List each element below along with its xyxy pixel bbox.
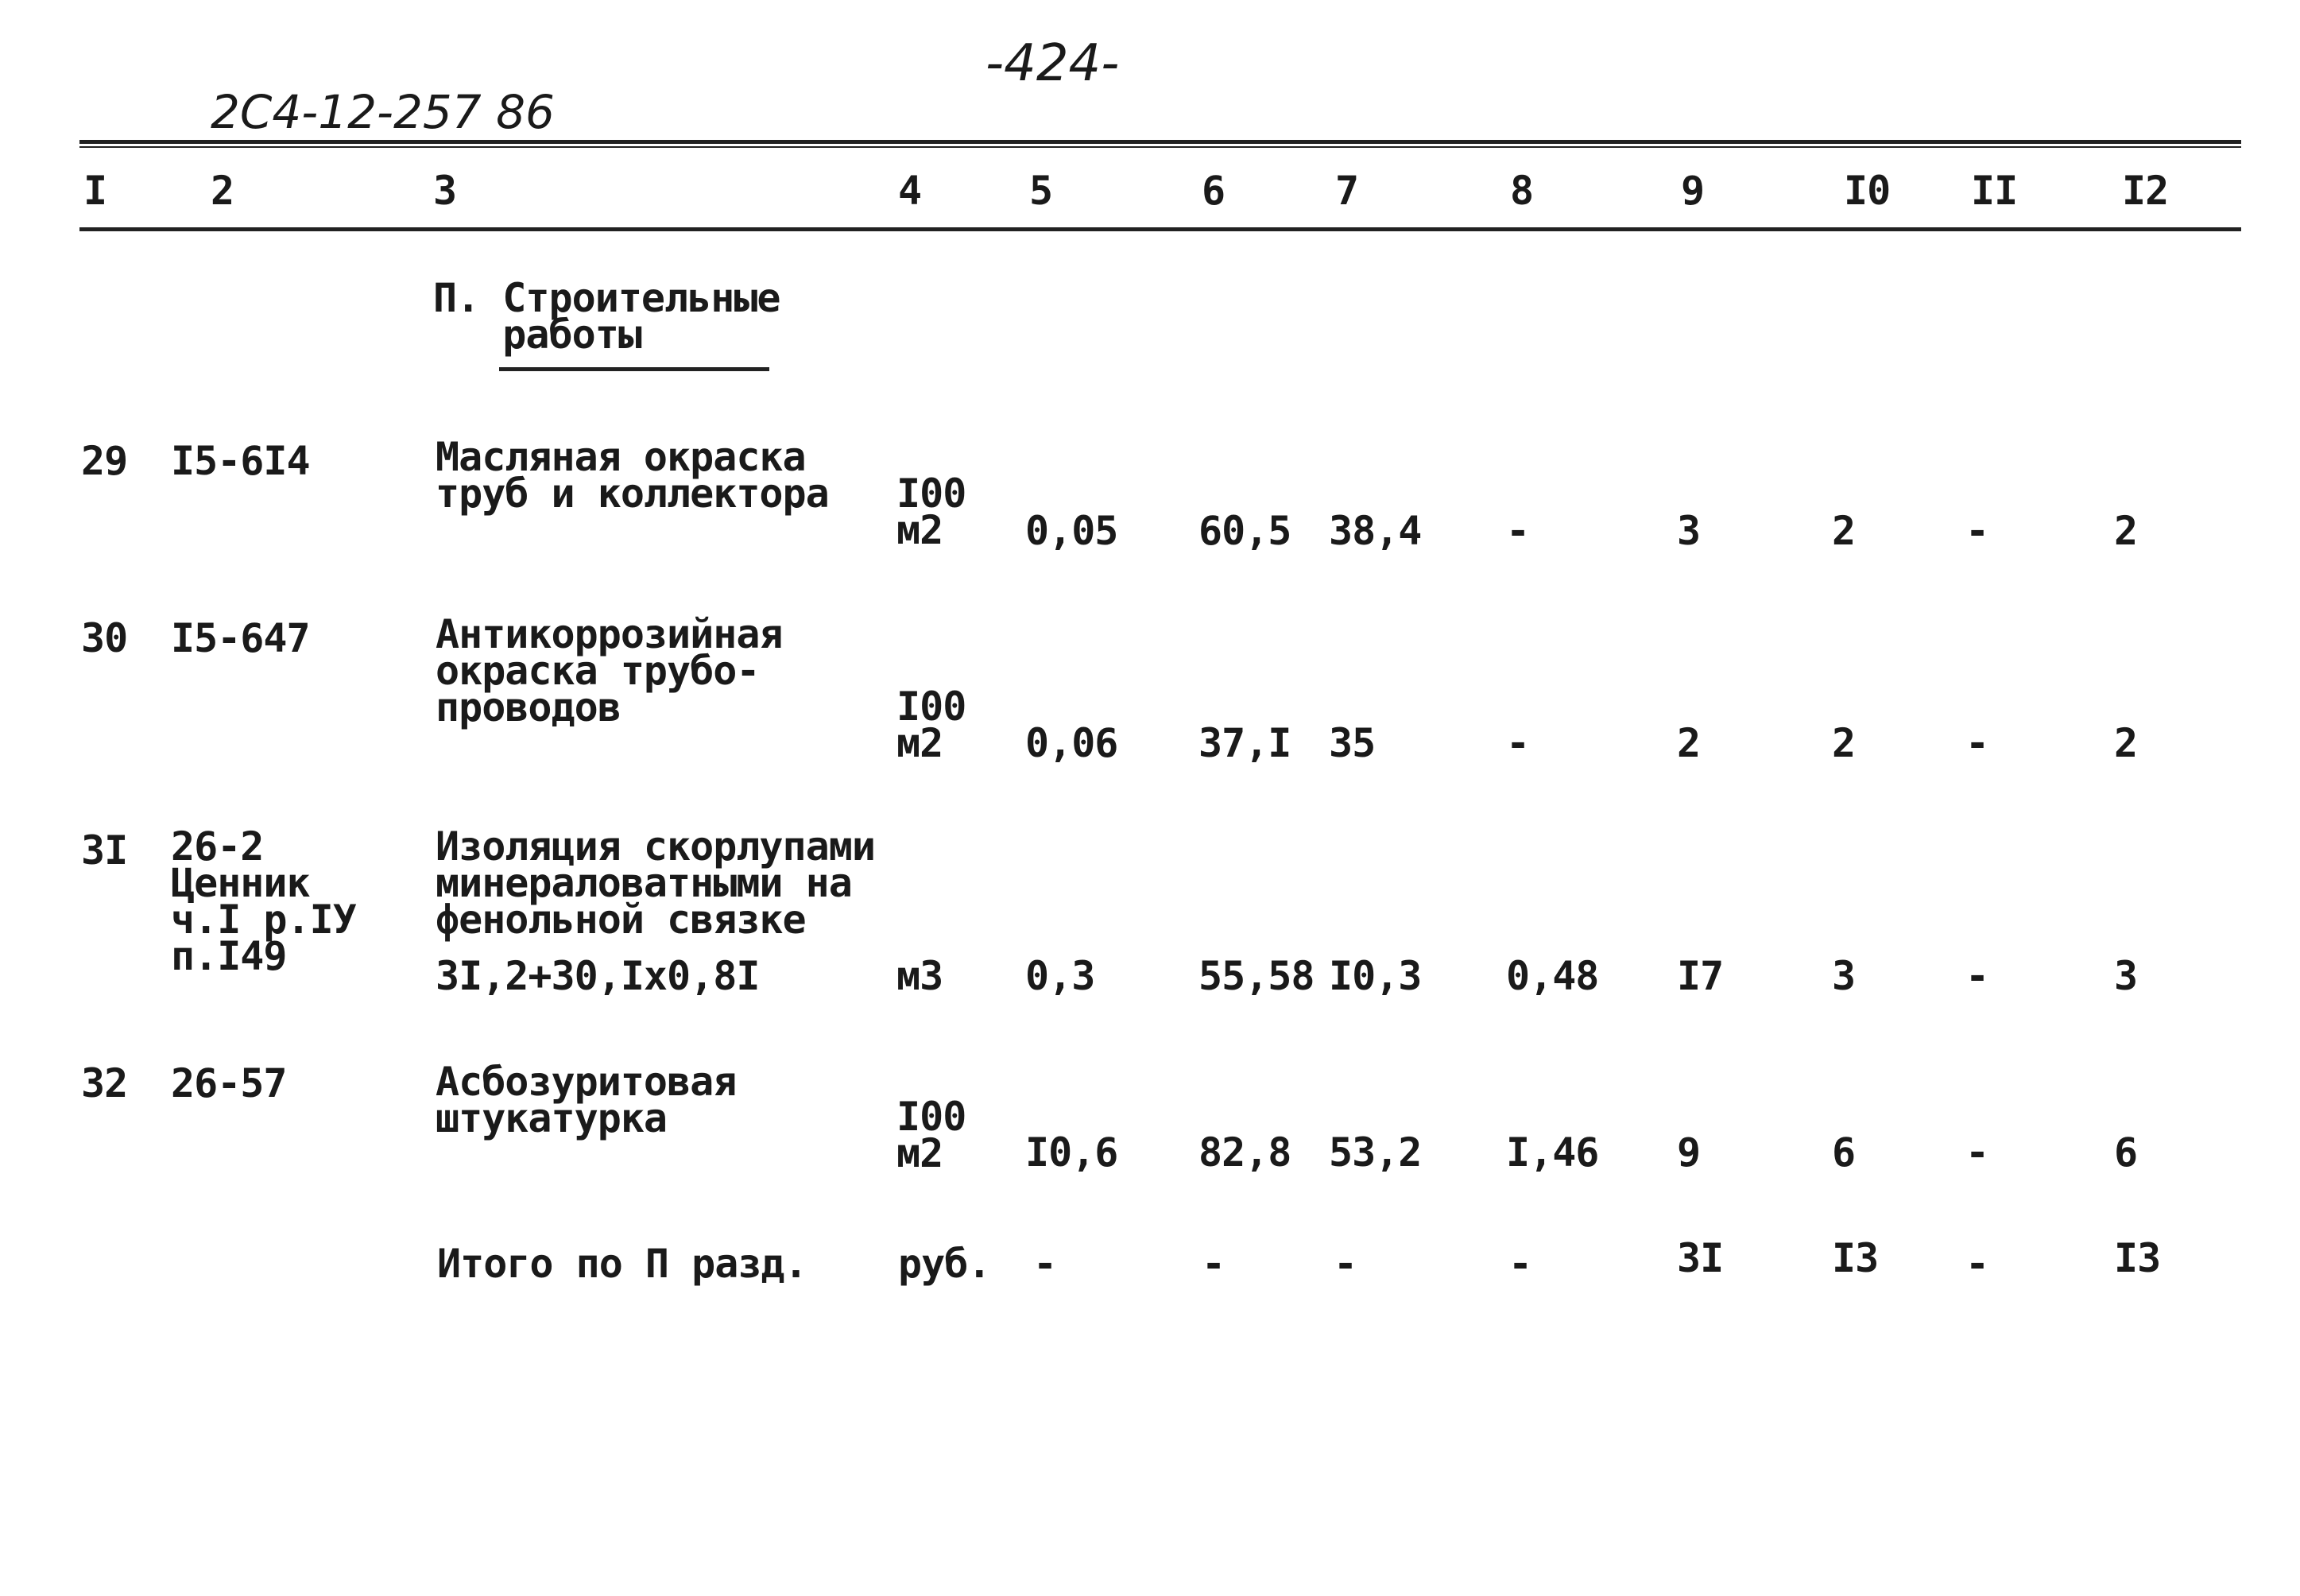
work-description: Антикоррозийная окраска трубо- проводов: [436, 611, 783, 730]
total-machine-sum: -: [1965, 1241, 1989, 1287]
total-wage-2: 6: [2114, 1129, 2138, 1176]
total-wage-cost: -: [1334, 1241, 1357, 1287]
total-wage-2: 2: [2114, 508, 2138, 554]
column-header: II: [1971, 168, 2018, 214]
unit: м3: [896, 953, 943, 999]
wage-cost: 35: [1329, 720, 1376, 766]
machine-cost: -: [1506, 508, 1530, 554]
total-wage-2: 3: [2114, 953, 2138, 999]
total-quantity: -: [1033, 1241, 1057, 1287]
total-machine: -: [1965, 508, 1989, 554]
column-header: 8: [1510, 168, 1534, 214]
machine-cost: I,46: [1506, 1129, 1599, 1176]
total-unit-cost: -: [1202, 1241, 1226, 1287]
total-final-sum: I3: [2114, 1235, 2161, 1281]
rate-code: 26-57: [171, 1060, 287, 1106]
rate-code: I5-6I4: [171, 438, 310, 484]
column-header: 6: [1202, 168, 1226, 214]
total-cost: I7: [1677, 953, 1724, 999]
column-header: 7: [1335, 168, 1359, 214]
unit-cost: 37,I: [1198, 720, 1291, 766]
document-code: 2C4-12-257 86: [211, 85, 555, 139]
quantity: 0,3: [1025, 953, 1095, 999]
page-number: -424-: [985, 34, 1120, 93]
wage-cost: 53,2: [1329, 1129, 1422, 1176]
rate-code: I5-647: [171, 615, 310, 661]
row-number: 30: [81, 615, 128, 661]
work-description: Изоляция скорлупами минераловатными на фенольной связке: [436, 823, 875, 943]
total-wage: 3: [1832, 953, 1856, 999]
column-header: 4: [898, 168, 922, 214]
total-label: Итого по П разд.: [437, 1241, 807, 1287]
top-rule: [79, 140, 2241, 144]
quantity: 0,06: [1025, 720, 1118, 766]
total-unit: руб.: [898, 1241, 991, 1287]
column-header: 3: [433, 168, 457, 214]
total-machine: -: [1965, 720, 1989, 766]
work-description: Масляная окраска труб и коллектора: [436, 434, 829, 517]
total-wage: 6: [1832, 1129, 1856, 1176]
total-machine-cost: -: [1508, 1241, 1532, 1287]
total-cost: 9: [1677, 1129, 1701, 1176]
row-number: 29: [81, 438, 128, 484]
quantity-formula: 3I,2+30,Ix0,8I: [436, 953, 760, 999]
total-wage-2: 2: [2114, 720, 2138, 766]
column-header: I: [83, 168, 107, 214]
unit-cost: 82,8: [1198, 1129, 1291, 1176]
quantity: I0,6: [1025, 1129, 1118, 1176]
total-cost: 3: [1677, 508, 1701, 554]
total-wage: 2: [1832, 720, 1856, 766]
total-machine: -: [1965, 1129, 1989, 1176]
machine-cost: -: [1506, 720, 1530, 766]
unit: I00 м2: [896, 684, 966, 766]
quantity: 0,05: [1025, 508, 1118, 554]
unit: I00 м2: [896, 1094, 966, 1176]
column-header: 9: [1681, 168, 1705, 214]
rate-code: 26-2 Ценник ч.I р.IУ п.I49: [171, 823, 356, 979]
wage-cost: I0,3: [1329, 953, 1422, 999]
column-header: 5: [1029, 168, 1053, 214]
total-cost: 2: [1677, 720, 1701, 766]
total-machine: -: [1965, 953, 1989, 999]
unit: I00 м2: [896, 471, 966, 553]
section-title-underline: [499, 367, 769, 371]
header-rule: [79, 227, 2241, 231]
column-header: I0: [1844, 168, 1891, 214]
row-number: 3I: [81, 827, 128, 874]
row-number: 32: [81, 1060, 128, 1106]
work-description: Асбозуритовая штукатурка: [436, 1059, 737, 1141]
section-title: П. Строительные работы: [433, 275, 780, 358]
column-header: I2: [2122, 168, 2169, 214]
top-rule-thin: [79, 146, 2241, 148]
unit-cost: 60,5: [1198, 508, 1291, 554]
machine-cost: 0,48: [1506, 953, 1599, 999]
unit-cost: 55,58: [1198, 953, 1315, 999]
total-wage: 2: [1832, 508, 1856, 554]
total-wage-sum: I3: [1832, 1235, 1879, 1281]
column-header: 2: [211, 168, 234, 214]
total-cost-sum: 3I: [1677, 1235, 1724, 1281]
wage-cost: 38,4: [1329, 508, 1422, 554]
